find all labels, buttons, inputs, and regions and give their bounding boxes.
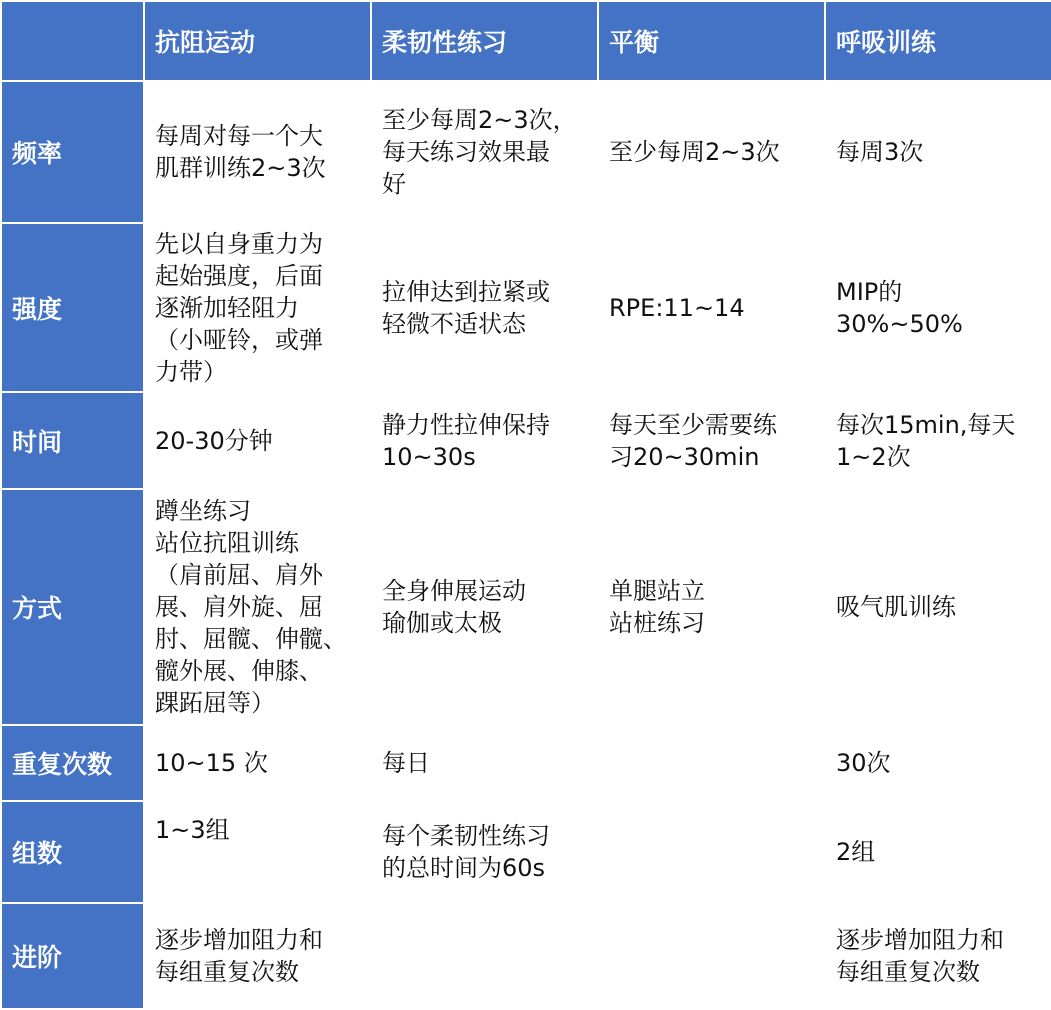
table-cell: 2组: [825, 801, 1051, 903]
table-cell: 每个柔韧性练习 的总时间为60s: [371, 801, 598, 903]
table-cell: 每次15min,每天 1~2次: [825, 392, 1051, 489]
table-cell: 每日: [371, 725, 598, 801]
table-cell: [598, 903, 825, 1009]
table-cell: RPE:11~14: [598, 223, 825, 392]
table-cell: [598, 725, 825, 801]
table-row-repetitions: [1, 725, 1051, 801]
table-cell: 10~15 次: [144, 725, 371, 801]
corner-cell: [1, 1, 144, 81]
column-header-resistance: 抗阻运动: [144, 1, 371, 81]
table-cell: 至少每周2~3次: [598, 81, 825, 223]
table-cell: 拉伸达到拉紧或 轻微不适状态: [371, 223, 598, 392]
table-cell: [598, 801, 825, 903]
table-row-intensity: [1, 223, 1051, 392]
table-cell: 20-30分钟: [144, 392, 371, 489]
table-row-sets: [1, 801, 1051, 903]
table-cell: [371, 903, 598, 1009]
row-header-progression: 进阶: [1, 903, 144, 1009]
table-cell: 每周对每一个大 肌群训练2~3次: [144, 81, 371, 223]
column-header-breathing: 呼吸训练: [825, 1, 1051, 81]
table-row-duration: [1, 392, 1051, 489]
table-cell: 每周3次: [825, 81, 1051, 223]
table-cell: 吸气肌训练: [825, 489, 1051, 725]
table-cell: MIP的 30%~50%: [825, 223, 1051, 392]
table-cell: 至少每周2~3次， 每天练习效果最 好: [371, 81, 598, 223]
row-header-frequency: 频率: [1, 81, 144, 223]
row-header-intensity: 强度: [1, 223, 144, 392]
table-cell: 蹲坐练习 站位抗阻训练 （肩前屈、肩外 展、肩外旋、屈 肘、屈髋、伸髋、 髋外展、伸膝、 踝跖屈等）: [144, 489, 371, 725]
column-header-balance: 平衡: [598, 1, 825, 81]
table-cell: 逐步增加阻力和 每组重复次数: [144, 903, 371, 1009]
row-header-duration: 时间: [1, 392, 144, 489]
table-cell: 先以自身重力为 起始强度，后面 逐渐加轻阻力 （小哑铃，或弹 力带）: [144, 223, 371, 392]
table-cell: 每天至少需要练 习20~30min: [598, 392, 825, 489]
row-header-repetitions: 重复次数: [1, 725, 144, 801]
table-cell: 单腿站立 站桩练习: [598, 489, 825, 725]
table-row-frequency: [1, 81, 1051, 223]
table-cell: 静力性拉伸保持 10~30s: [371, 392, 598, 489]
table-row-progression: [1, 903, 1051, 1009]
column-header-flexibility: 柔韧性练习: [371, 1, 598, 81]
table-cell: 1~3组: [144, 801, 371, 903]
table-cell: 全身伸展运动 瑜伽或太极: [371, 489, 598, 725]
header-row: [1, 1, 1051, 81]
row-header-sets: 组数: [1, 801, 144, 903]
table-cell: 30次: [825, 725, 1051, 801]
row-header-method: 方式: [1, 489, 144, 725]
table-cell: 逐步增加阻力和 每组重复次数: [825, 903, 1051, 1009]
table-row-method: [1, 489, 1051, 725]
